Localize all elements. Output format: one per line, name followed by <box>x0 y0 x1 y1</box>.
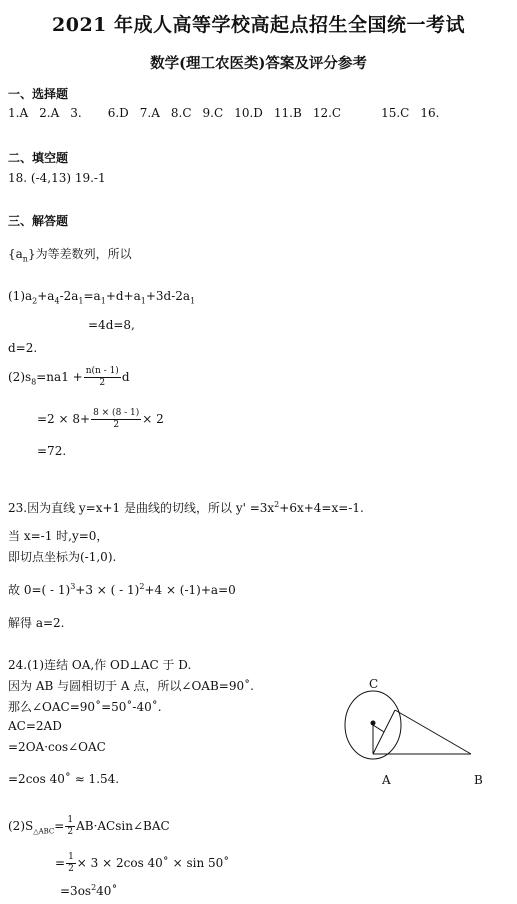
q23-line5: 解得 a=2. <box>8 616 65 630</box>
mc-answer: 10.D <box>234 106 263 120</box>
q24-line8: = $\frac{1}{2}$ × 3 × 2cos 40˚ × sin 50˚ <box>55 852 230 874</box>
exam-subtitle: 数学(理工农医类)答案及评分参考 <box>150 55 367 72</box>
part1-line1: $(1)a_2+a_4-2a_1=a_1+d+a_1+3d-2a_1$ <box>8 289 196 306</box>
mc-answer: 12.C <box>312 106 342 120</box>
q24-line1: 24.(1)连结 OA,作 OD⊥AC 于 D. <box>8 658 192 672</box>
mc-answer: 11.B <box>273 106 302 120</box>
part2-line3: =72. <box>37 444 67 458</box>
q24-line9: $=3os^240˚$ <box>60 883 118 898</box>
mc-answer: 9.C <box>202 106 224 120</box>
fill-blank-answers: 18. (-4,13) 19.-1 <box>8 171 106 185</box>
label-a: A <box>382 773 391 787</box>
mc-answer: 8.C <box>170 106 192 120</box>
mc-answer: 7.A <box>139 106 160 120</box>
mc-answer: 16. <box>420 106 440 120</box>
part1-line2: =4d=8, <box>88 318 135 332</box>
section-1-heading: 一、选择题 <box>8 87 69 101</box>
q23-line2: 当 x=-1 时,y=0， <box>8 529 109 543</box>
q23-line3: 即切点坐标为(-1,0). <box>8 550 117 564</box>
solution-intro: $\{a_n\}$为等差数列，所以 <box>8 247 132 264</box>
mc-answer: 1.A <box>8 106 29 120</box>
segment-cb <box>395 710 471 754</box>
multiple-choice-answers <box>8 106 450 120</box>
q24-line4: AC=2AD <box>8 719 62 733</box>
mc-answer: 6.D <box>107 106 129 120</box>
q24-line5: =2OA·cos∠OAC <box>8 740 106 754</box>
q24-line7: $(2)S_{\triangle ABC}=$ $\frac{1}{2}$ AB·ACsin∠BAC <box>8 815 170 837</box>
part2-line2: =2 × 8+ $\frac{8 \times (8 - 1)}{2}$ × 2 <box>37 408 164 430</box>
geometry-figure <box>335 675 515 795</box>
label-c: C <box>369 677 379 691</box>
section-2-heading: 二、填空题 <box>8 151 69 165</box>
q24-line6: =2cos 40˚ ≈ 1.54. <box>8 772 120 786</box>
q24-line3: 那么∠OAC=90˚=50˚-40˚. <box>8 700 162 714</box>
part1-line3: d=2. <box>8 341 38 355</box>
section-3-heading: 三、解答题 <box>8 214 69 228</box>
label-b: B <box>474 773 483 787</box>
q23-line1: 23.因为直线 y=x+1 是曲线的切线，所以 $y' =3x^2+6x+4=x=-1$. <box>8 500 364 515</box>
q24-line2: 因为 AB 与圆相切于 A 点，所以∠OAB=90˚. <box>8 679 254 693</box>
part2-line1: $(2)s_8=na1$ + $\frac{n(n - 1)}{2}$ d <box>8 366 130 388</box>
mc-answer: 15.C <box>381 106 410 120</box>
q23-line4: 故 0=( - 1)$^3$+3 × ( - 1)$^2$+4 × (-1)+a=0 <box>8 582 236 597</box>
exam-title: 2021 年成人高等学校高起点招生全国统一考试 <box>52 14 465 36</box>
segment-od <box>373 725 384 732</box>
mc-answer: 2.A <box>39 106 60 120</box>
mc-answer: 3. <box>70 106 82 120</box>
center-point <box>371 721 376 726</box>
